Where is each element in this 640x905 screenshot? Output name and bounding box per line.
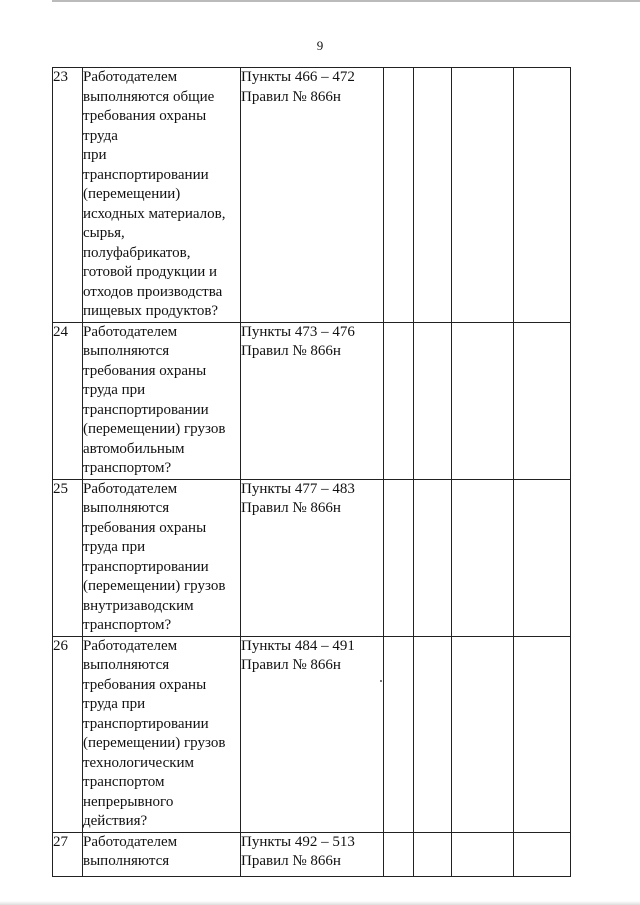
requirement-line: (перемещении) грузов [83, 421, 226, 437]
answer-yes-cell [384, 832, 414, 876]
requirement-line: полуфабрикатов, [83, 244, 191, 261]
requirement-text [83, 636, 241, 832]
requirement-line: требования охраны [83, 519, 207, 536]
requirement-line: (перемещении) грузов [83, 735, 226, 751]
requirement-line: выполняются [83, 657, 170, 673]
scan-edge-bottom [0, 901, 640, 905]
answer-no-cell [414, 832, 452, 876]
answer-yes-cell [384, 322, 414, 479]
requirement-line: технологическим [83, 754, 195, 771]
scan-speck [380, 680, 382, 682]
notes-cell [514, 479, 571, 636]
regulation-reference [241, 636, 384, 832]
checklist-row [53, 636, 571, 832]
requirement-text [83, 68, 241, 323]
notes-cell [514, 68, 571, 323]
checklist-body [53, 68, 571, 877]
requirement-line: труда [83, 127, 118, 144]
answer-no-cell [414, 636, 452, 832]
requirement-line: Работодателем [83, 323, 178, 340]
requirement-line: требования охраны [83, 676, 207, 693]
reference-line: Правил № 866н [241, 343, 341, 359]
requirement-line: пищевых продуктов? [83, 303, 219, 319]
requirement-line: выполняются [83, 500, 170, 516]
regulation-reference [241, 479, 384, 636]
answer-na-cell [452, 832, 514, 876]
requirement-line: при [83, 147, 107, 163]
requirement-line: выполняются [83, 853, 170, 869]
page-number: 9 [316, 38, 324, 53]
requirement-line: Работодателем [83, 833, 178, 850]
regulation-reference [241, 68, 384, 323]
answer-yes-cell [384, 479, 414, 636]
checklist-row [53, 68, 571, 323]
requirement-line: отходов производства [83, 283, 223, 300]
requirement-line: выполняются [83, 343, 170, 359]
requirement-line: транспортом? [83, 617, 172, 633]
requirement-line: действия? [83, 813, 148, 829]
row-number: 24 [53, 322, 83, 479]
requirement-line: сырья, [83, 225, 125, 241]
reference-line: Пункты 484 – 491 [241, 637, 355, 654]
requirement-line: транспортировании [83, 558, 209, 575]
requirement-line: транспортировании [83, 715, 209, 732]
notes-cell [514, 636, 571, 832]
requirement-text [83, 322, 241, 479]
answer-yes-cell [384, 636, 414, 832]
requirement-line: автомобильным [83, 440, 185, 457]
requirement-line: труда при [83, 382, 146, 398]
requirement-line: выполняются общие [83, 88, 215, 105]
requirement-line: (перемещении) грузов [83, 578, 226, 594]
scan-edge-top [52, 0, 640, 2]
answer-yes-cell [384, 68, 414, 323]
reference-line: Пункты 492 – 513 [241, 833, 355, 850]
requirement-line: готовой продукции и [83, 264, 218, 280]
requirement-line: труда при [83, 539, 146, 555]
answer-na-cell [452, 322, 514, 479]
checklist-row [53, 832, 571, 876]
row-number: 27 [53, 832, 83, 876]
regulation-reference [241, 832, 384, 876]
answer-na-cell [452, 636, 514, 832]
answer-no-cell [414, 479, 452, 636]
notes-cell [514, 832, 571, 876]
checklist-row [53, 322, 571, 479]
requirement-line: требования охраны [83, 108, 207, 124]
requirement-line: непрерывного [83, 793, 174, 810]
answer-na-cell [452, 479, 514, 636]
requirement-line: транспортом [83, 774, 165, 790]
requirement-line: исходных материалов, [83, 205, 226, 222]
requirement-text [83, 479, 241, 636]
requirement-text [83, 832, 241, 876]
requirement-line: транспортом? [83, 460, 172, 476]
regulation-reference [241, 322, 384, 479]
requirement-line: (перемещении) [83, 186, 181, 202]
reference-line: Правил № 866н [241, 657, 341, 673]
notes-cell [514, 322, 571, 479]
requirement-line: транспортировании [83, 166, 209, 183]
reference-line: Пункты 477 – 483 [241, 480, 355, 497]
row-number: 26 [53, 636, 83, 832]
reference-line: Правил № 866н [241, 853, 341, 869]
requirement-line: внутризаводским [83, 597, 194, 614]
answer-no-cell [414, 68, 452, 323]
requirement-line: Работодателем [83, 637, 178, 654]
answer-na-cell [452, 68, 514, 323]
reference-line: Правил № 866н [241, 500, 341, 516]
row-number: 25 [53, 479, 83, 636]
checklist-table [52, 67, 571, 877]
checklist-row [53, 479, 571, 636]
row-number: 23 [53, 68, 83, 323]
reference-line: Правил № 866н [241, 88, 341, 105]
requirement-line: транспортировании [83, 401, 209, 418]
requirement-line: Работодателем [83, 69, 178, 85]
requirement-line: Работодателем [83, 480, 178, 497]
answer-no-cell [414, 322, 452, 479]
reference-line: Пункты 473 – 476 [241, 323, 355, 340]
reference-line: Пункты 466 – 472 [241, 69, 355, 85]
requirement-line: требования охраны [83, 362, 207, 379]
requirement-line: труда при [83, 696, 146, 712]
